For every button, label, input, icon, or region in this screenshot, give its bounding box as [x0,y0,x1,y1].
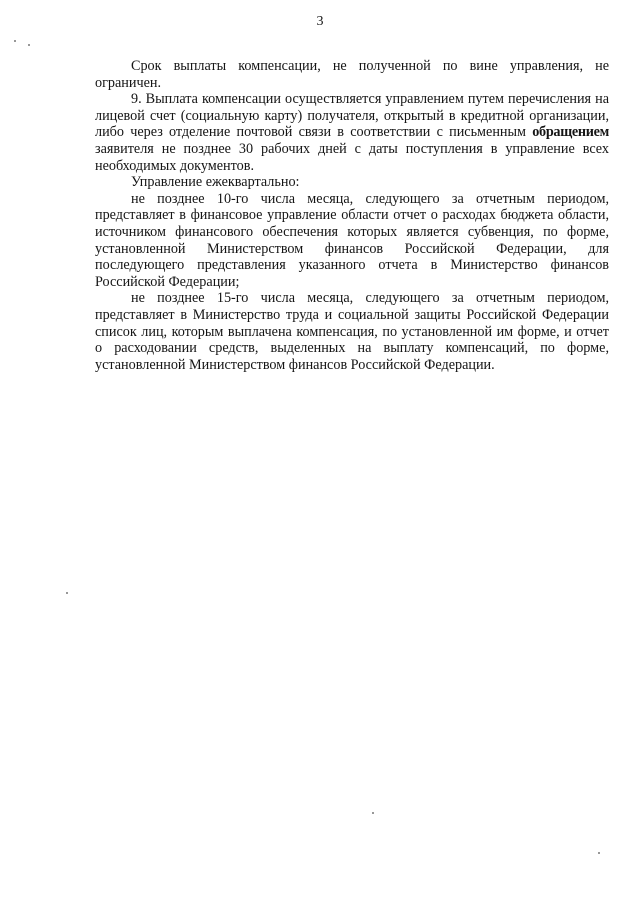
scan-speck [28,44,30,46]
paragraph-item-9 [95,91,609,174]
scan-speck [598,852,600,854]
paragraph-report-10th: не позднее 10-го числа месяца, следующего за отчетным периодом, представляет в финансовое управление области отчет о расходах бюджета области, источником финансового обеспечения которых является субвенция, по форме, установленной Министерством финансов Российской Федерации, для последующего представления указанного отчета в Министерство финансов Российской Федерации; [95,190,609,290]
paragraph-compensation-term: Срок выплаты компенсации, не полученной по вине управления, не ограничен. [95,58,609,91]
document-body [95,58,609,373]
paragraph-quarterly-intro: Управление ежеквартально: [131,174,300,191]
scan-speck [14,40,16,42]
page-number: 3 [316,14,324,29]
paragraph-report-15th: не позднее 15-го числа месяца, следующего за отчетным периодом, представляет в Министерство труда и социальной защиты Российской Федерации список лиц, которым выплачена компенсация, по установленной им форме, и отчет о расходовании средств, выделенных на выплату компенсаций, по форме, установленной Министерством финансов Российской Федерации. [95,290,609,373]
scan-speck [66,592,68,594]
paragraph-item-9-text: 9. Выплата компенсации осуществляется управлением путем перечисления на лицевой счет (социальную карту) получателя, открытый в кредитной организации, либо через отделение почтовой связи в соответствии с письменным [95,91,609,141]
emphasized-word: обращением [532,124,610,141]
paragraph-item-9-tail: заявителя не позднее 30 рабочих дней с даты поступления в управление всех необходимых документов. [95,140,609,174]
scan-speck [372,812,374,814]
